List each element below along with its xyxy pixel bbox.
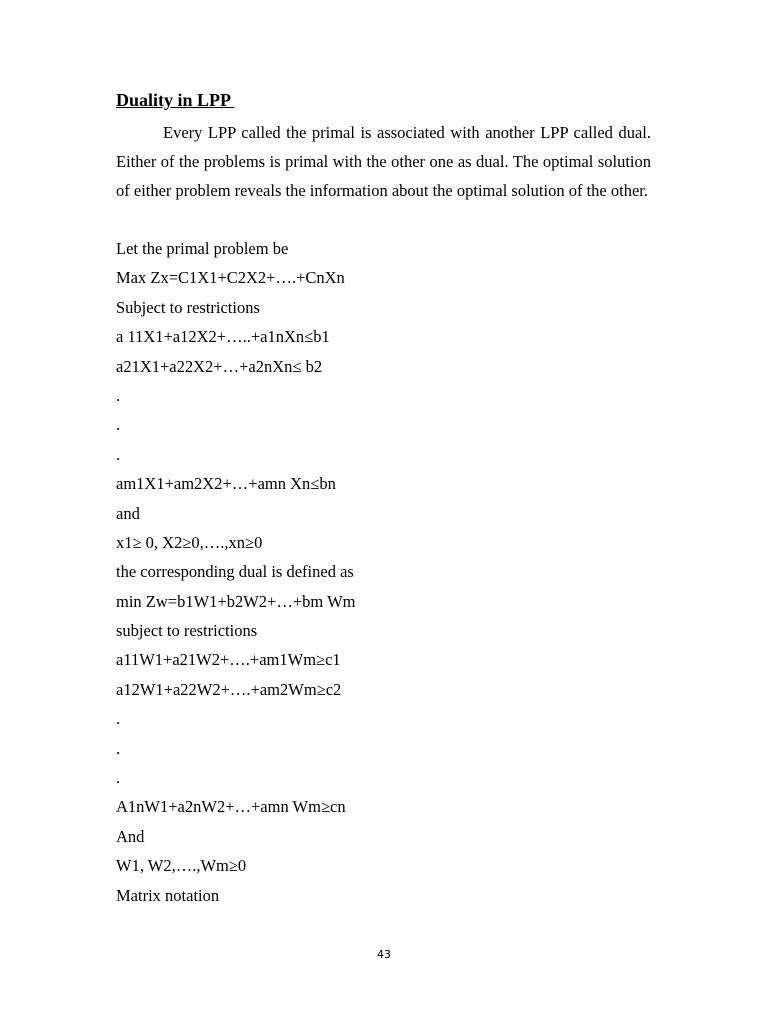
text-line: a11W1+a21W2+….+am1Wm≥c1: [116, 650, 341, 670]
text-line: subject to restrictions: [116, 621, 258, 641]
text-line: Let the primal problem be: [116, 239, 289, 258]
text-line: W1, W2,….,Wm≥0: [116, 856, 247, 876]
text-line: a21X1+a22X2+…+a2nXn≤ b2: [116, 356, 323, 376]
text-line: x1≥ 0, X2≥0,….,xn≥0: [116, 532, 263, 552]
text-line: min Zw=b1W1+b2W2+…+bm Wm: [116, 591, 356, 611]
text-line: am1X1+am2X2+…+amn Xn≤bn: [116, 474, 336, 494]
text-line: a 11X1+a12X2+…..+a1nXn≤b1: [116, 327, 330, 347]
text-line: .: [116, 768, 121, 788]
text-line: A1nW1+a2nW2+…+amn Wm≥cn: [116, 797, 346, 817]
intro-paragraph: Every LPP called the primal is associated with another LPP called dual. Either of the problems is primal with the other one as dual. The optimal solution of either problem reveals the information about the optimal solution of the other.: [116, 123, 651, 201]
text-line: the corresponding dual is defined as: [116, 562, 354, 582]
text-line: And: [116, 826, 145, 846]
text-line: and: [116, 503, 140, 523]
text-line: .: [116, 738, 121, 758]
formulation-lines: [116, 234, 656, 910]
text-line: Subject to restrictions: [116, 297, 260, 317]
text-line: .: [116, 385, 121, 405]
text-line: a12W1+a22W2+….+am2Wm≥c2: [116, 679, 342, 699]
text-line: Matrix notation: [116, 885, 220, 905]
section-heading: Duality in LPP: [116, 90, 235, 110]
text-line: .: [116, 415, 121, 435]
page-number: 43: [377, 948, 391, 961]
text-line: Max Zx=C1X1+C2X2+….+CnXn: [116, 268, 345, 288]
text-line: .: [116, 709, 121, 729]
text-line: .: [116, 444, 121, 464]
